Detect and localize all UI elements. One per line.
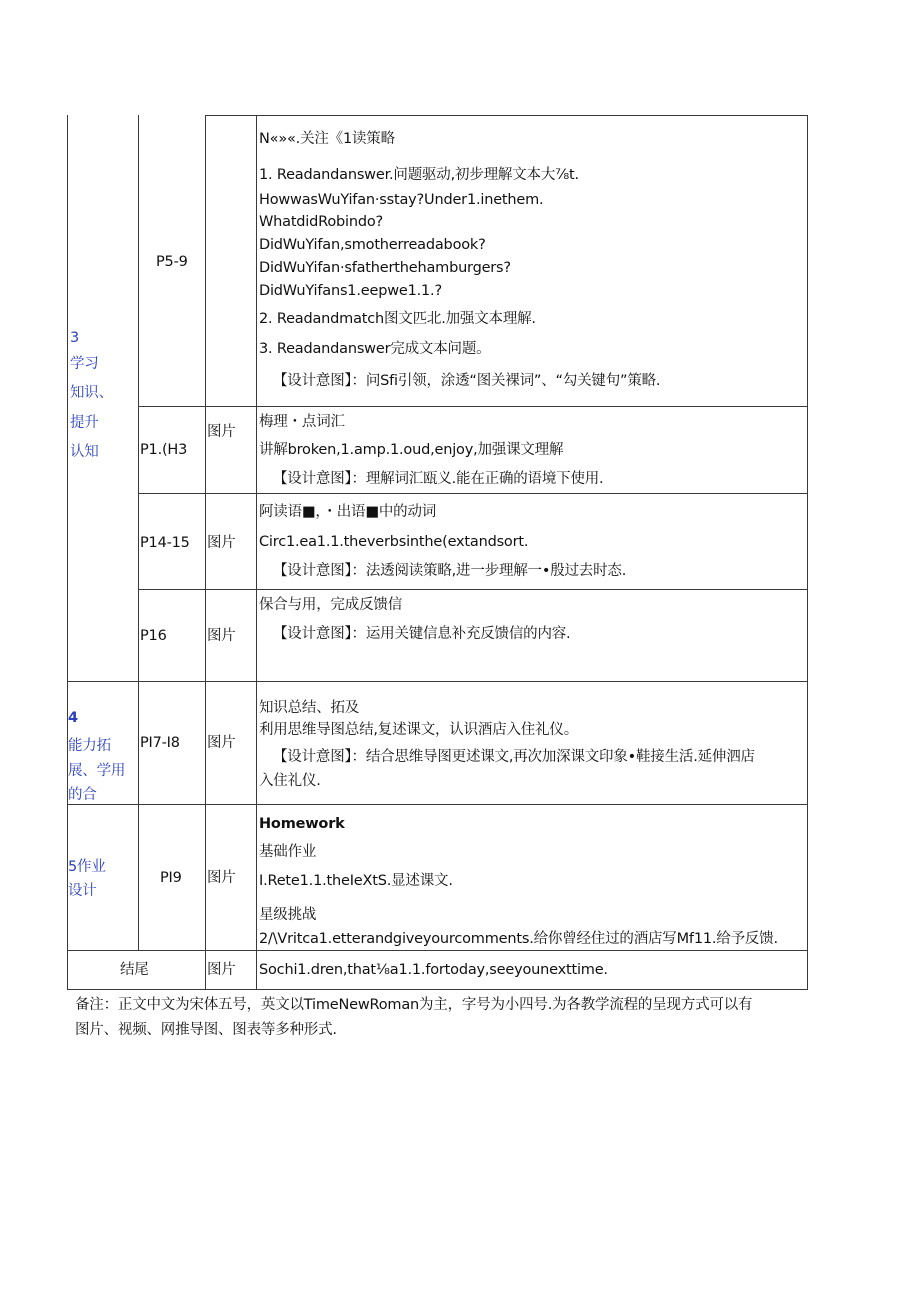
row-divider xyxy=(67,804,808,805)
note-line: 图片、视频、网推导图、图表等多种形式. xyxy=(75,1022,337,1038)
content-line: WhatdidRobindo? xyxy=(259,214,384,230)
content-line: 知识总结、拓及 xyxy=(259,700,360,716)
stage-label: 展、学用 xyxy=(68,763,126,779)
stage-label: 的合 xyxy=(68,787,97,803)
stage-label: 5作业 xyxy=(68,859,106,875)
content-line: 阿读语■，・出语■中的动词 xyxy=(259,504,437,520)
media-type: 图片 xyxy=(207,735,236,751)
design-intent: 【设计意图】：理解词汇瓯义.能在正确的语境下使用. xyxy=(273,471,604,487)
row-divider xyxy=(138,493,808,494)
design-intent: 入住礼仪. xyxy=(259,773,321,789)
row-divider xyxy=(67,681,808,682)
page-range: P14-15 xyxy=(140,535,190,551)
table-border-right xyxy=(807,115,808,990)
content-line: Sochi1.dren,that⅛a1.1.fortoday,seeyounexttime. xyxy=(259,962,608,978)
stage-label: 学习 xyxy=(70,356,99,372)
content-line: 利用思维导图总结,复述课文，认识酒店入住礼仪。 xyxy=(259,722,579,738)
content-line: DidWuYifan·sfatherthehamburgers? xyxy=(259,260,511,276)
stage-number: 3 xyxy=(70,330,80,346)
page-range: PI9 xyxy=(160,870,182,886)
col-divider xyxy=(256,115,257,990)
media-type: 图片 xyxy=(207,962,236,978)
row-divider xyxy=(138,589,808,590)
stage-label: 结尾 xyxy=(120,962,149,978)
content-line: 基础作业 xyxy=(259,844,317,860)
media-type: 图片 xyxy=(207,424,236,440)
content-line: 2∕\Vritca1.etterandgiveyourcomments.给你曾经住过的酒店写Mf11.给予反馈. xyxy=(259,931,778,947)
design-intent: 【设计意图】：法透阅读策略,进一步理解一•殷过去时态. xyxy=(273,563,627,579)
table-border-top xyxy=(205,115,808,116)
page-range: PI7-I8 xyxy=(140,735,180,751)
content-line: 星级挑战 xyxy=(259,907,317,923)
content-line: 梅理・点词汇 xyxy=(259,414,345,430)
content-line: 3. Readandanswer完成文本问题。 xyxy=(259,341,491,357)
design-intent: 【设计意图】：运用关键信息补充反馈信的内容. xyxy=(273,626,571,642)
media-type: 图片 xyxy=(207,628,236,644)
stage-number: 4 xyxy=(68,710,78,726)
design-intent: 【设计意图】：问Sfi引领，涂透“图关裸词”、“勾关键句”策略. xyxy=(273,373,661,389)
page-range: P16 xyxy=(140,628,167,644)
stage-label: 知识、 xyxy=(70,385,113,401)
stage-label: 提升 xyxy=(70,415,99,431)
media-type: 图片 xyxy=(207,535,236,551)
row-divider xyxy=(138,406,808,407)
content-line: 2. Readandmatch图文匹北.加强文本理解. xyxy=(259,311,536,327)
content-line: 保合与用，完成反馈信 xyxy=(259,597,402,613)
content-line: N«»«.关注《1读策略 xyxy=(259,131,395,147)
content-line: DidWuYifan,smotherreadabook? xyxy=(259,237,486,253)
note-line: 备注：正文中文为宋体五号，英文以TimeNewRoman为主，字号为小四号.为各教学流程的呈现方式可以有 xyxy=(75,997,753,1013)
table-border-bottom xyxy=(67,989,808,990)
page-range: P5-9 xyxy=(156,254,188,270)
content-line: 讲解broken,1.amp.1.oud,enjoy,加强课文理解 xyxy=(259,442,564,458)
content-line: 1. Readandanswer.问题驱动,初步理解文本大⅞t. xyxy=(259,167,579,183)
stage-label: 设计 xyxy=(68,883,97,899)
content-line: HowwasWuYifan·sstay?Under1.inethem. xyxy=(259,192,544,208)
col-divider xyxy=(205,115,206,990)
design-intent: 【设计意图】：结合思维导图更述课文,再次加深课文印象•鞋接生活.延伸泗店 xyxy=(273,749,755,765)
col-divider xyxy=(138,115,139,951)
stage-label: 认知 xyxy=(70,444,99,460)
stage-label: 能力拓 xyxy=(68,738,111,754)
content-line: I.Rete1.1.theIeXtS.显述课文. xyxy=(259,873,453,889)
content-line: DidWuYifans1.eepwe1.1.? xyxy=(259,283,442,299)
content-heading: Homework xyxy=(259,816,345,832)
page-range: P1.(H3 xyxy=(140,442,188,458)
content-line: Circ1.ea1.1.theverbsinthe(extandsort. xyxy=(259,534,529,550)
media-type: 图片 xyxy=(207,870,236,886)
row-divider xyxy=(67,950,808,951)
